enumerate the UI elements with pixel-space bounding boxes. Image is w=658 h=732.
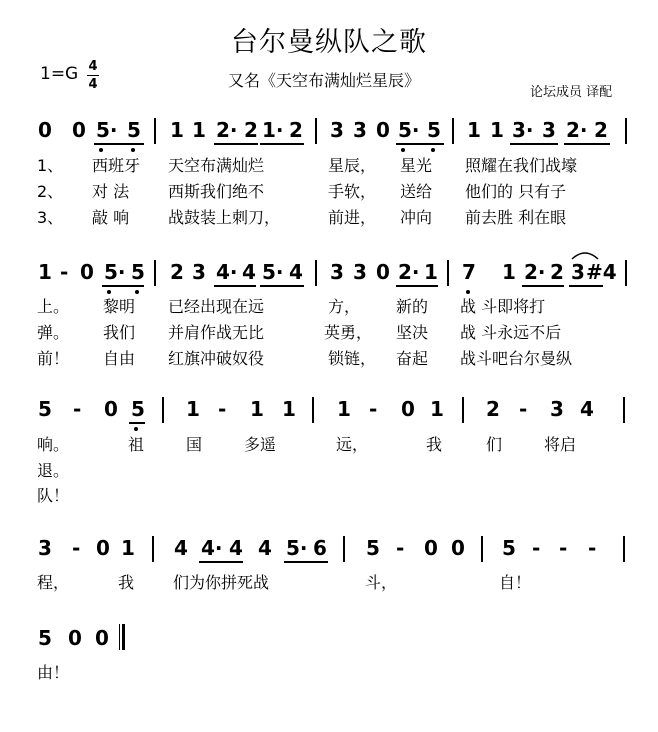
note: 1 <box>490 118 504 142</box>
lyric: 前！ <box>37 349 70 368</box>
lyric: 远， <box>336 435 369 454</box>
note: 3 <box>353 260 367 284</box>
low-octave-dot <box>131 148 135 152</box>
note: - <box>396 536 405 560</box>
lyric: 上。 <box>37 297 70 316</box>
lyric: 天空布满灿烂 <box>168 156 265 175</box>
note: 0 <box>376 260 390 284</box>
bar-line <box>154 118 156 144</box>
lyric: 退。 <box>37 461 70 480</box>
bar-line <box>447 260 449 286</box>
lyric: 敲 响 <box>92 208 130 227</box>
note: 1 <box>424 260 438 284</box>
note: 4· <box>201 536 223 560</box>
note: 3 <box>330 118 344 142</box>
lyric: 多遥 <box>244 435 277 454</box>
beam <box>569 285 603 287</box>
note: 0 <box>424 536 438 560</box>
note: - <box>60 260 69 284</box>
lyric: 对 法 <box>92 182 130 201</box>
lyric-line-2-verse-3 <box>0 346 658 370</box>
note: 2 <box>486 397 500 421</box>
note: 5 <box>127 118 141 142</box>
note: 1 <box>250 397 264 421</box>
note: - <box>519 397 528 421</box>
note: 1 <box>282 397 296 421</box>
lyric: 手软， <box>328 182 377 201</box>
beam <box>260 285 304 287</box>
note: 4 <box>174 536 188 560</box>
note: 2 <box>244 118 258 142</box>
note: - <box>588 536 597 560</box>
low-octave-dot <box>431 148 435 152</box>
lyric-line-3-verse-2 <box>0 458 658 482</box>
song-subtitle: 又名《天空布满灿烂星辰》 <box>228 71 421 90</box>
beam <box>284 561 328 563</box>
lyric: 并肩作战无比 <box>168 323 265 342</box>
key-signature: 1=G <box>40 64 79 84</box>
note: 3 <box>192 260 206 284</box>
note: 3· <box>512 118 534 142</box>
bar-line <box>154 260 156 286</box>
beam <box>396 285 438 287</box>
lyric: 前去胜 利在眼 <box>465 208 567 227</box>
notation-line-5 <box>0 626 658 656</box>
note: - <box>532 536 541 560</box>
lyric: 自由 <box>103 349 136 368</box>
note: 7 <box>462 260 476 284</box>
note: 0 <box>38 118 52 142</box>
lyric-line-3-verse-3 <box>0 483 658 507</box>
note: 0 <box>451 536 465 560</box>
time-signature <box>87 60 99 91</box>
lyric-line-1-verse-1 <box>0 153 658 177</box>
beam <box>260 143 304 145</box>
note: 1 <box>467 118 481 142</box>
note: 2· <box>524 260 546 284</box>
beam <box>396 143 444 145</box>
note: 0 <box>376 118 390 142</box>
lyric: 黎明 <box>103 297 136 316</box>
time-signature-top: 4 <box>88 59 98 74</box>
note: 0 <box>104 397 118 421</box>
song-title: 台尔曼纵队之歌 <box>231 27 427 58</box>
beam <box>102 285 144 287</box>
lyric-line-1-verse-2 <box>0 179 658 203</box>
lyric: 队！ <box>37 486 70 505</box>
note: 3 <box>330 260 344 284</box>
beam <box>94 143 144 145</box>
note: 3 <box>542 118 556 142</box>
note: 4 <box>229 536 243 560</box>
note: - <box>72 536 81 560</box>
low-octave-dot <box>401 148 405 152</box>
lyric: 祖 <box>128 435 145 454</box>
note: 5 <box>131 397 145 421</box>
note: 0 <box>96 536 110 560</box>
beam <box>510 143 558 145</box>
lyric-line-1-verse-3 <box>0 205 658 229</box>
lyric: 冲向 <box>400 208 433 227</box>
note: 5 <box>366 536 380 560</box>
note: 2 <box>594 118 608 142</box>
tie-arc <box>570 249 600 261</box>
note: 3 <box>571 260 585 284</box>
final-bar-thick <box>122 624 125 650</box>
note: 6 <box>313 536 327 560</box>
lyric: 新的 <box>396 297 429 316</box>
lyric: 战 斗永远不后 <box>460 323 562 342</box>
final-bar-thin <box>119 624 120 650</box>
lyric: 星辰， <box>328 156 377 175</box>
note: 1 <box>337 397 351 421</box>
lyric: 1、 <box>37 156 64 175</box>
note: 4· <box>216 260 238 284</box>
note: - <box>559 536 568 560</box>
lyric: 照耀在我们战壕 <box>465 156 578 175</box>
lyric: 红旗冲破奴役 <box>168 349 265 368</box>
note: 4 <box>289 260 303 284</box>
note: 1 <box>430 397 444 421</box>
note: 5 <box>38 626 52 650</box>
bar-line <box>452 118 454 144</box>
note: 3 <box>38 536 52 560</box>
note: 5 <box>427 118 441 142</box>
lyric-line-3-verse-1 <box>0 432 658 456</box>
note: 5· <box>286 536 308 560</box>
lyric: 自！ <box>499 573 532 592</box>
note: - <box>73 397 82 421</box>
lyric: 我们 <box>103 323 136 342</box>
beam <box>214 285 256 287</box>
lyric: 战 斗即将打 <box>460 297 546 316</box>
lyric: 战斗吧台尔曼纵 <box>460 349 573 368</box>
note: 5 <box>38 397 52 421</box>
beam <box>522 285 564 287</box>
note: 0 <box>95 626 109 650</box>
lyric-line-4-verse-1 <box>0 570 658 594</box>
bar-line <box>625 118 627 144</box>
lyric: 方， <box>328 297 361 316</box>
lyric: 他们的 只有子 <box>465 182 567 201</box>
time-signature-bottom: 4 <box>88 77 98 92</box>
note: 4 <box>580 397 594 421</box>
lyric: 我 <box>426 435 443 454</box>
lyric: 2、 <box>37 182 64 201</box>
lyric: 弹。 <box>37 323 70 342</box>
lyric: 我 <box>118 573 135 592</box>
lyric: 战鼓装上刺刀， <box>168 208 281 227</box>
lyric: 响。 <box>37 435 70 454</box>
beam <box>199 561 243 563</box>
lyric: 西班牙 <box>92 156 141 175</box>
note: 1 <box>192 118 206 142</box>
lyric-line-2-verse-2 <box>0 320 658 344</box>
note: 5· <box>262 260 284 284</box>
bar-line <box>312 397 314 423</box>
lyric: 国 <box>186 435 203 454</box>
note: 0 <box>401 397 415 421</box>
lyric: 奋起 <box>396 349 429 368</box>
note: 4 <box>242 260 256 284</box>
note: 1 <box>121 536 135 560</box>
lyric: 锁链， <box>328 349 377 368</box>
lyric-line-2-verse-1 <box>0 294 658 318</box>
note: 1 <box>170 118 184 142</box>
lyric: 们 <box>486 435 503 454</box>
note: 1 <box>186 397 200 421</box>
note: - <box>369 397 378 421</box>
note: 5· <box>398 118 420 142</box>
beam <box>564 143 610 145</box>
note: #4 <box>586 260 617 284</box>
note: 5 <box>131 260 145 284</box>
bar-line <box>623 536 625 562</box>
note: 2 <box>550 260 564 284</box>
notation-line-3 <box>0 397 658 427</box>
lyric: 将启 <box>544 435 577 454</box>
note: 1· <box>262 118 284 142</box>
beam <box>129 422 145 424</box>
note: 5 <box>502 536 516 560</box>
note: 5· <box>96 118 118 142</box>
bar-line <box>625 260 627 286</box>
note: 3 <box>550 397 564 421</box>
lyric: 送给 <box>400 182 433 201</box>
bar-line <box>343 536 345 562</box>
low-octave-dot <box>134 427 138 431</box>
lyric: 3、 <box>37 208 64 227</box>
lyric-line-5-verse-1 <box>0 660 658 684</box>
lyric: 已经出现在远 <box>168 297 265 316</box>
note: 2 <box>289 118 303 142</box>
note: 2· <box>566 118 588 142</box>
lyric: 由！ <box>37 663 70 682</box>
lyric: 西斯我们绝不 <box>168 182 265 201</box>
note: 0 <box>72 118 86 142</box>
note: 0 <box>80 260 94 284</box>
note: 3 <box>353 118 367 142</box>
bar-line <box>315 260 317 286</box>
bar-line <box>481 536 483 562</box>
lyric: 们为你拼死战 <box>173 573 270 592</box>
note: 1 <box>502 260 516 284</box>
bar-line <box>152 536 154 562</box>
note: 1 <box>38 260 52 284</box>
bar-line <box>462 397 464 423</box>
lyric: 斗， <box>365 573 398 592</box>
bar-line <box>315 118 317 144</box>
low-octave-dot <box>99 148 103 152</box>
note: 2· <box>398 260 420 284</box>
note: 2 <box>170 260 184 284</box>
bar-line <box>623 397 625 423</box>
bar-line <box>162 397 164 423</box>
arranger-credit: 论坛成员 译配 <box>530 85 613 100</box>
lyric: 坚决 <box>396 323 429 342</box>
notation-line-4 <box>0 536 658 566</box>
lyric: 前进， <box>328 208 377 227</box>
note: 5· <box>104 260 126 284</box>
note: 0 <box>68 626 82 650</box>
note: 2· <box>216 118 238 142</box>
lyric: 程， <box>37 573 70 592</box>
lyric: 英勇， <box>324 323 373 342</box>
beam <box>214 143 258 145</box>
lyric: 星光 <box>400 156 433 175</box>
note: 4 <box>258 536 272 560</box>
note: - <box>218 397 227 421</box>
